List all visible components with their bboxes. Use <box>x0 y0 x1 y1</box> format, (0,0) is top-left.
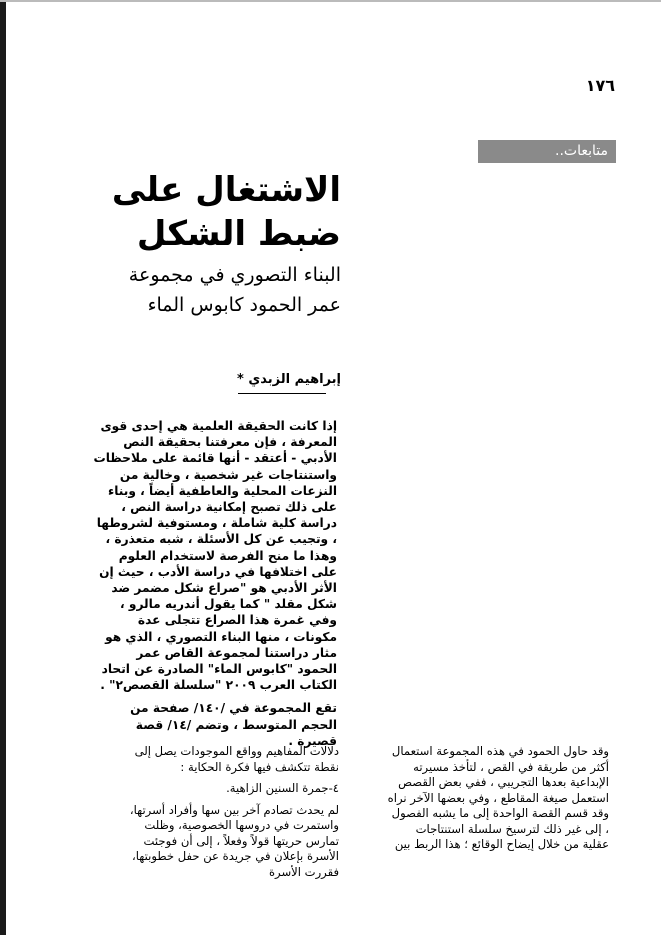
body-column-left <box>109 744 339 886</box>
body-column-right <box>387 744 609 859</box>
abstract <box>93 418 337 756</box>
abstract-paragraph: إذا كانت الحقيقة العلمية هي إحدى قوى المعرفة ، فإن معرفتنا بحقيقة النص الأدبي - أعتقد - أنها قائمة على ملاحظات واستنتاجات غير شخصية ، وخالية من النزعات المحلية والعاطفية أيضاً ، وبناء على ذلك تصبح إمكانية دراسة النص ، دراسة كلية شاملة ، ومستوفية لشروطها ، وتجيب عن كل الأسئلة ، شبه متعذرة ، وهذا ما منح الفرصة لاستخدام العلوم على اختلافها في دراسة الأدب ، حيث إن الأثر الأدبي هو "صراع شكل مضمر ضد شكل مقلد " كما يقول أندريه مالرو ، وفي غمرة هذا الصراع تتجلى عدة مكونات ، منها البناء التصوري ، الذي هو مثار دراستنا لمجموعة القاص عمر الحمود "كابوس الماء" الصادرة عن اتحاد الكتاب العرب ٢٠٠٩ "سلسلة القصص٢" . <box>93 419 337 693</box>
section-heading: ٤-جمرة السنين الزاهية. <box>226 781 339 795</box>
author-divider <box>238 393 326 394</box>
page-edge-bar <box>0 0 6 935</box>
abstract-paragraph: تقع المجموعة في /١٤٠/ صفحة من الحجم المتوسط ، وتضم /١٤/ قصة قصيرة . <box>130 701 337 748</box>
article-title: الاشتغال على ضبط الشكل <box>111 170 341 254</box>
series-tag: متابعات.. <box>478 140 616 163</box>
body-paragraph: لم يحدث تصادم آخر بين سها وأفراد أسرتها، واستمرت في دروسها الخصوصية، وظلت تمارس حريتها قولاً وفعلاً ، إلى أن فوجئت الأسرة بإعلان في جريدة عن حفل خطوبتها، فقررت الأسرة <box>129 802 339 879</box>
body-paragraph: دلالات المفاهيم وواقع الموجودات يصل إلى نقطة تتكشف فيها فكرة الحكاية : <box>134 744 339 774</box>
page-top-edge <box>0 0 661 2</box>
body-paragraph: وقد حاول الحمود في هذه المجموعة استعمال أكثر من طريقة في القص ، لتأخذ مسيرته الإبداعية بعدها التجريبي ، ففي بعض القصص استعمل صيغة المقاطع ، وفي بعضها الآخر نراه وقد قسم القصة الواحدة إلى ما يشبه الفصول ، إلى غير ذلك لترسيخ سلسلة استنتاجات عقلية من خلال إيضاح الوقائع ؛ هذا الربط بين <box>387 744 609 851</box>
page-number: ١٧٦ <box>585 76 615 95</box>
article-subtitle: البناء التصوري في مجموعة عمر الحمود كابوس الماء <box>128 264 341 316</box>
author-name: إبراهيم الزبدي * <box>237 372 341 387</box>
